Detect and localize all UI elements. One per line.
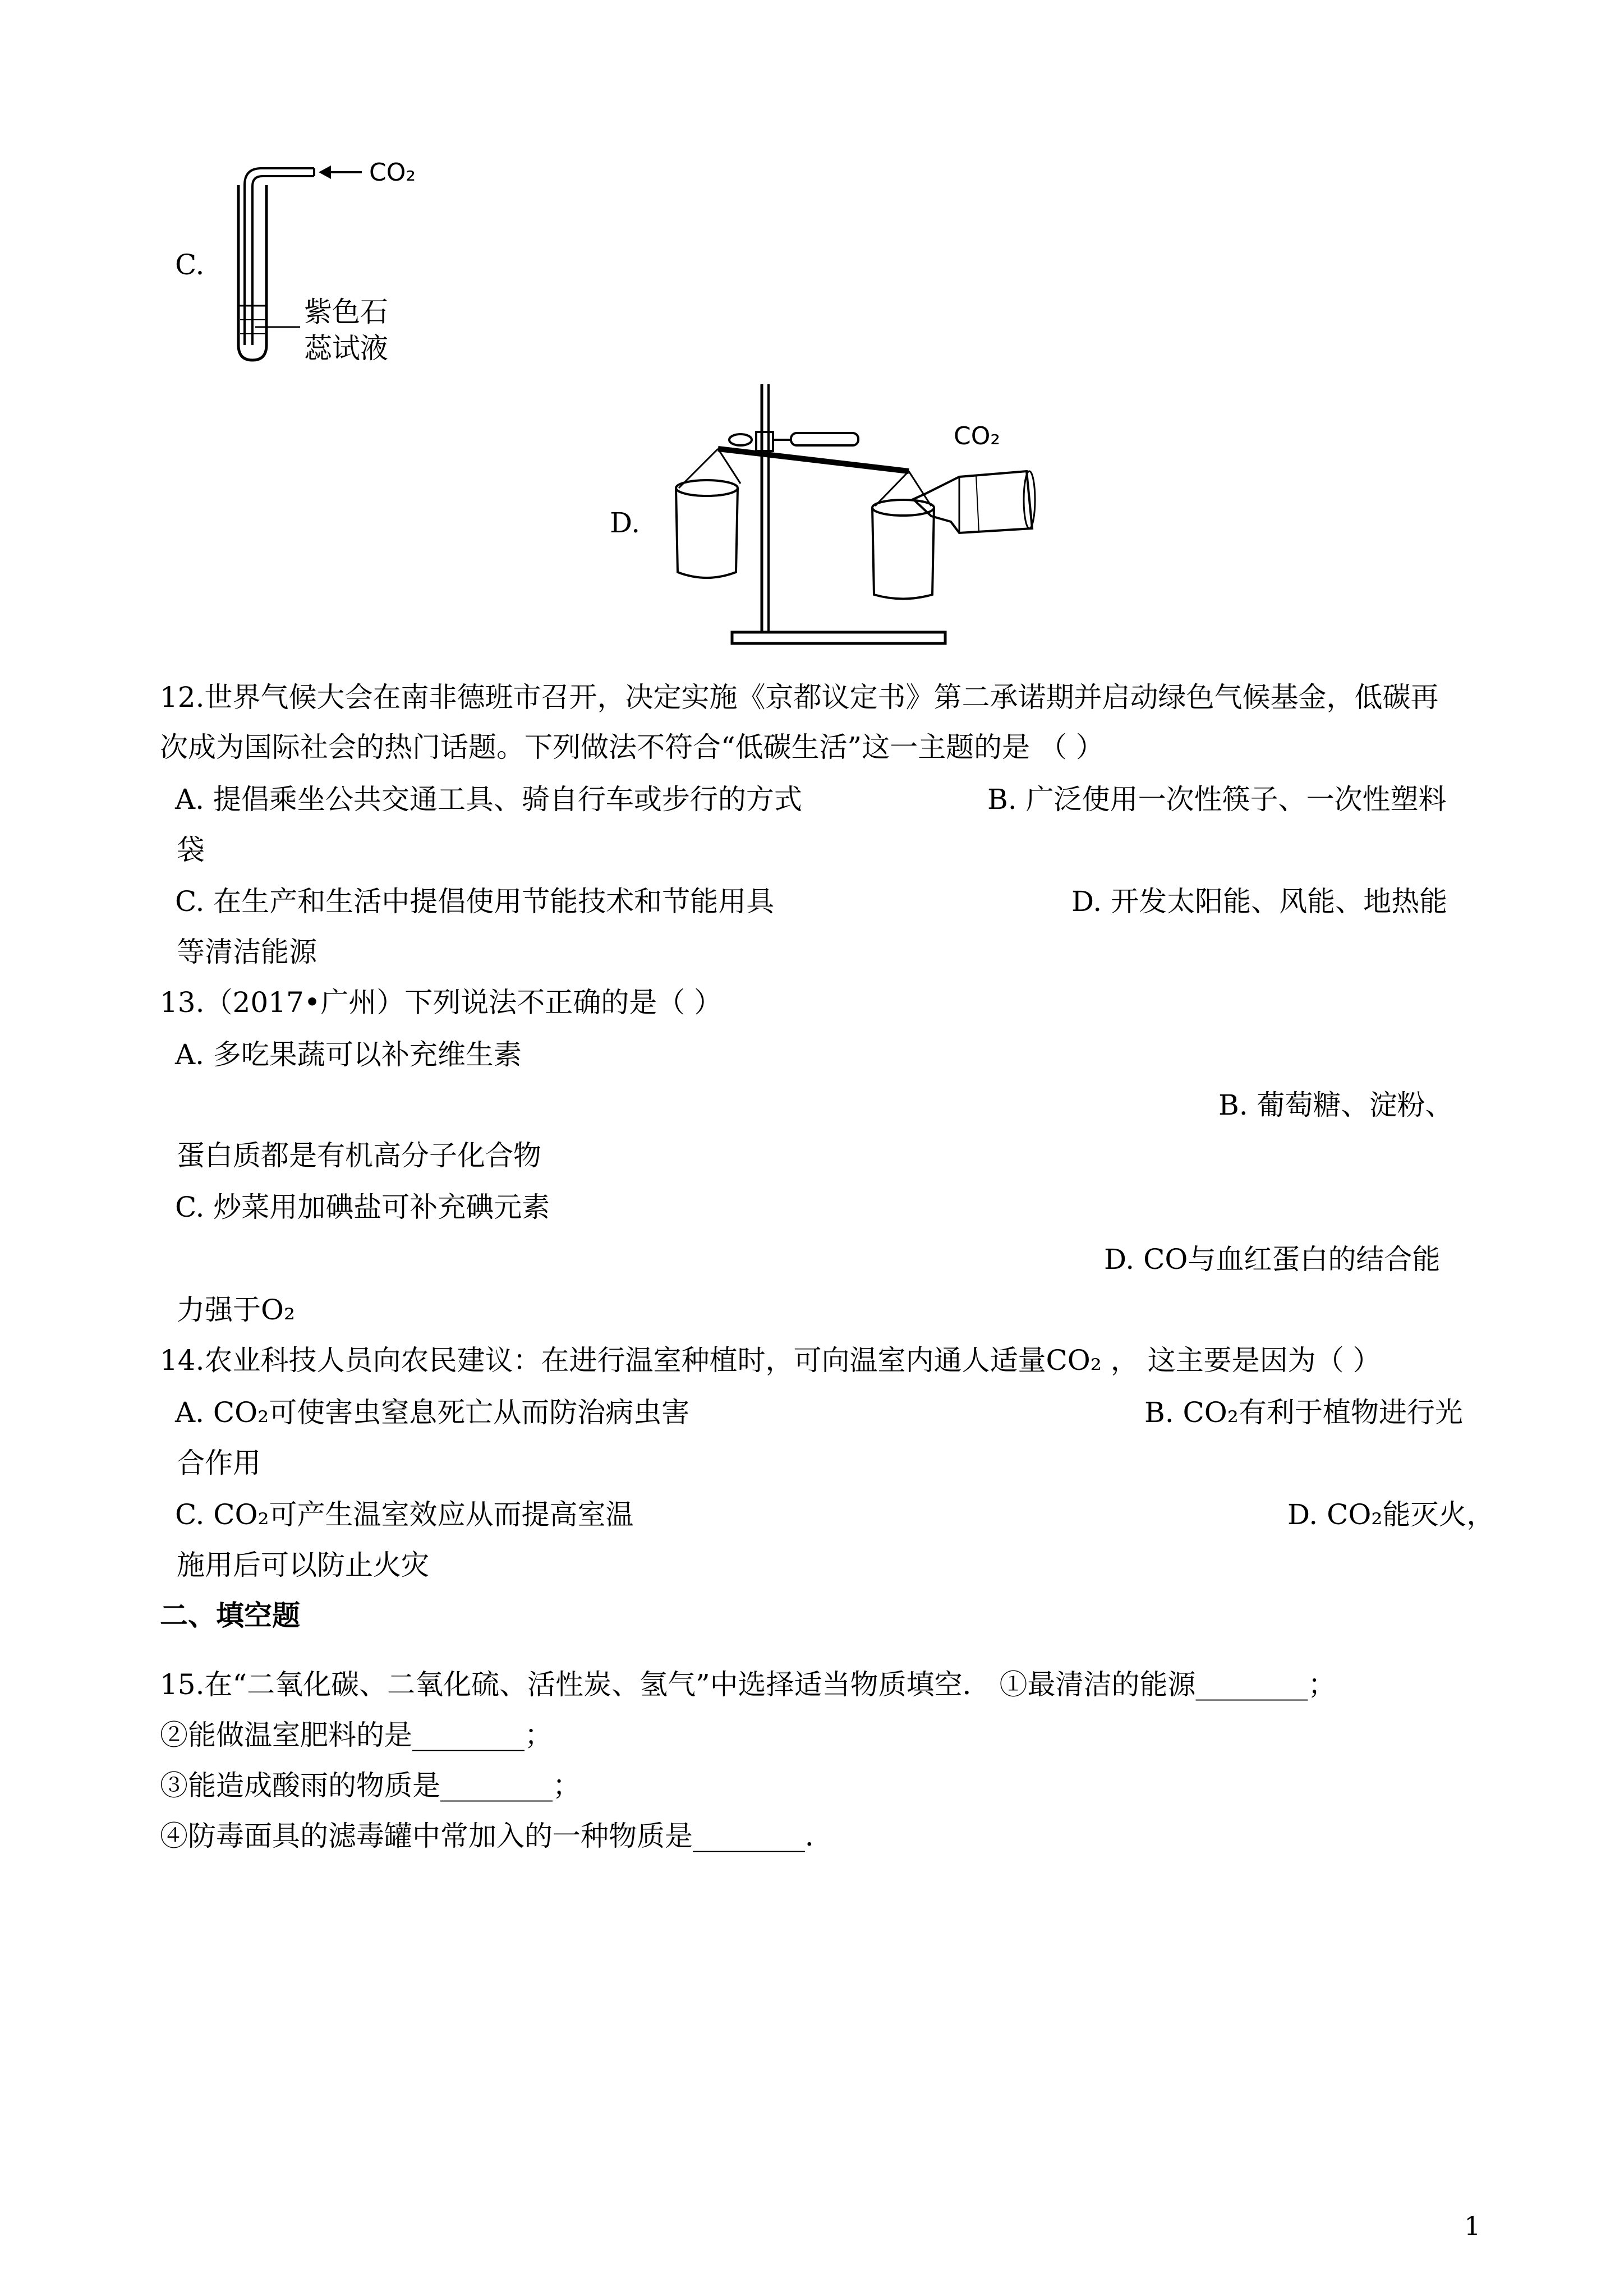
q13-option-d: D. CO与血红蛋白的结合能	[1104, 1243, 1441, 1276]
co2-label-c: CO₂	[369, 158, 416, 187]
q15-line4: ④防毒面具的滤毒罐中常加入的一种物质是________．	[160, 1820, 833, 1852]
option-d-label: D.	[610, 507, 641, 539]
q13-option-d-cont: 力强于O₂	[177, 1294, 296, 1326]
q12-option-b: B. 广泛使用一次性筷子、一次性塑料	[987, 783, 1447, 816]
litmus-label-2: 蕊试液	[304, 332, 388, 365]
q14-option-d-cont: 施用后可以防止火灾	[177, 1549, 429, 1581]
test-tube-figure	[224, 151, 432, 376]
page-number: 1	[1464, 2211, 1481, 2241]
q14-stem: 14.农业科技人员向农民建议：在进行温室种植时，可向温室内通人适量CO₂ ， 这主要是因为（ ）	[160, 1344, 1381, 1377]
q12-stem-line2: 次成为国际社会的热门话题。下列做法不符合“低碳生活”这一主题的是 （ ）	[160, 731, 1104, 763]
q14-option-d: D. CO₂能灭火，	[1287, 1498, 1495, 1531]
q14-option-c: C. CO₂可产生温室效应从而提高室温	[175, 1498, 634, 1531]
q12-option-b-cont: 袋	[177, 834, 205, 866]
q13-option-b: B. 葡萄糖、淀粉、	[1218, 1089, 1453, 1121]
q14-option-a: A. CO₂可使害虫窒息死亡从而防治病虫害	[175, 1396, 690, 1429]
q12-option-c: C. 在生产和生活中提倡使用节能技术和节能用具	[175, 885, 775, 918]
q13-option-b-cont: 蛋白质都是有机高分子化合物	[177, 1139, 541, 1172]
q15-line2: ②能做温室肥料的是________；	[160, 1719, 553, 1751]
q15-line3: ③能造成酸雨的物质是________；	[160, 1769, 581, 1802]
q13-option-c: C. 炒菜用加碘盐可补充碘元素	[175, 1191, 550, 1223]
q15-line1: 15.在“二氧化碳、二氧化硫、活性炭、氢气”中选择适当物质填空． ①最清洁的能源________；	[160, 1668, 1336, 1701]
option-c-label: C.	[175, 249, 205, 281]
q12-option-a: A. 提倡乘坐公共交通工具、骑自行车或步行的方式	[175, 783, 802, 816]
q13-stem: 13.（2017•广州）下列说法不正确的是（ ）	[160, 986, 723, 1019]
q13-option-a: A. 多吃果蔬可以补充维生素	[175, 1038, 522, 1071]
q12-stem-line1: 12.世界气候大会在南非德班市召开，决定实施《京都议定书》第二承诺期并启动绿色气候基金，低碳再	[160, 681, 1439, 714]
q12-option-d-cont: 等清洁能源	[177, 936, 317, 968]
co2-label-d: CO₂	[954, 422, 1000, 450]
q14-option-b: B. CO₂有利于植物进行光	[1144, 1396, 1463, 1429]
litmus-label-1: 紫色石	[304, 296, 388, 328]
section-heading: 二、填空题	[160, 1599, 300, 1632]
q14-option-b-cont: 合作用	[177, 1447, 261, 1479]
q12-option-d: D. 开发太阳能、风能、地热能	[1071, 885, 1448, 918]
balance-figure	[662, 381, 1055, 651]
